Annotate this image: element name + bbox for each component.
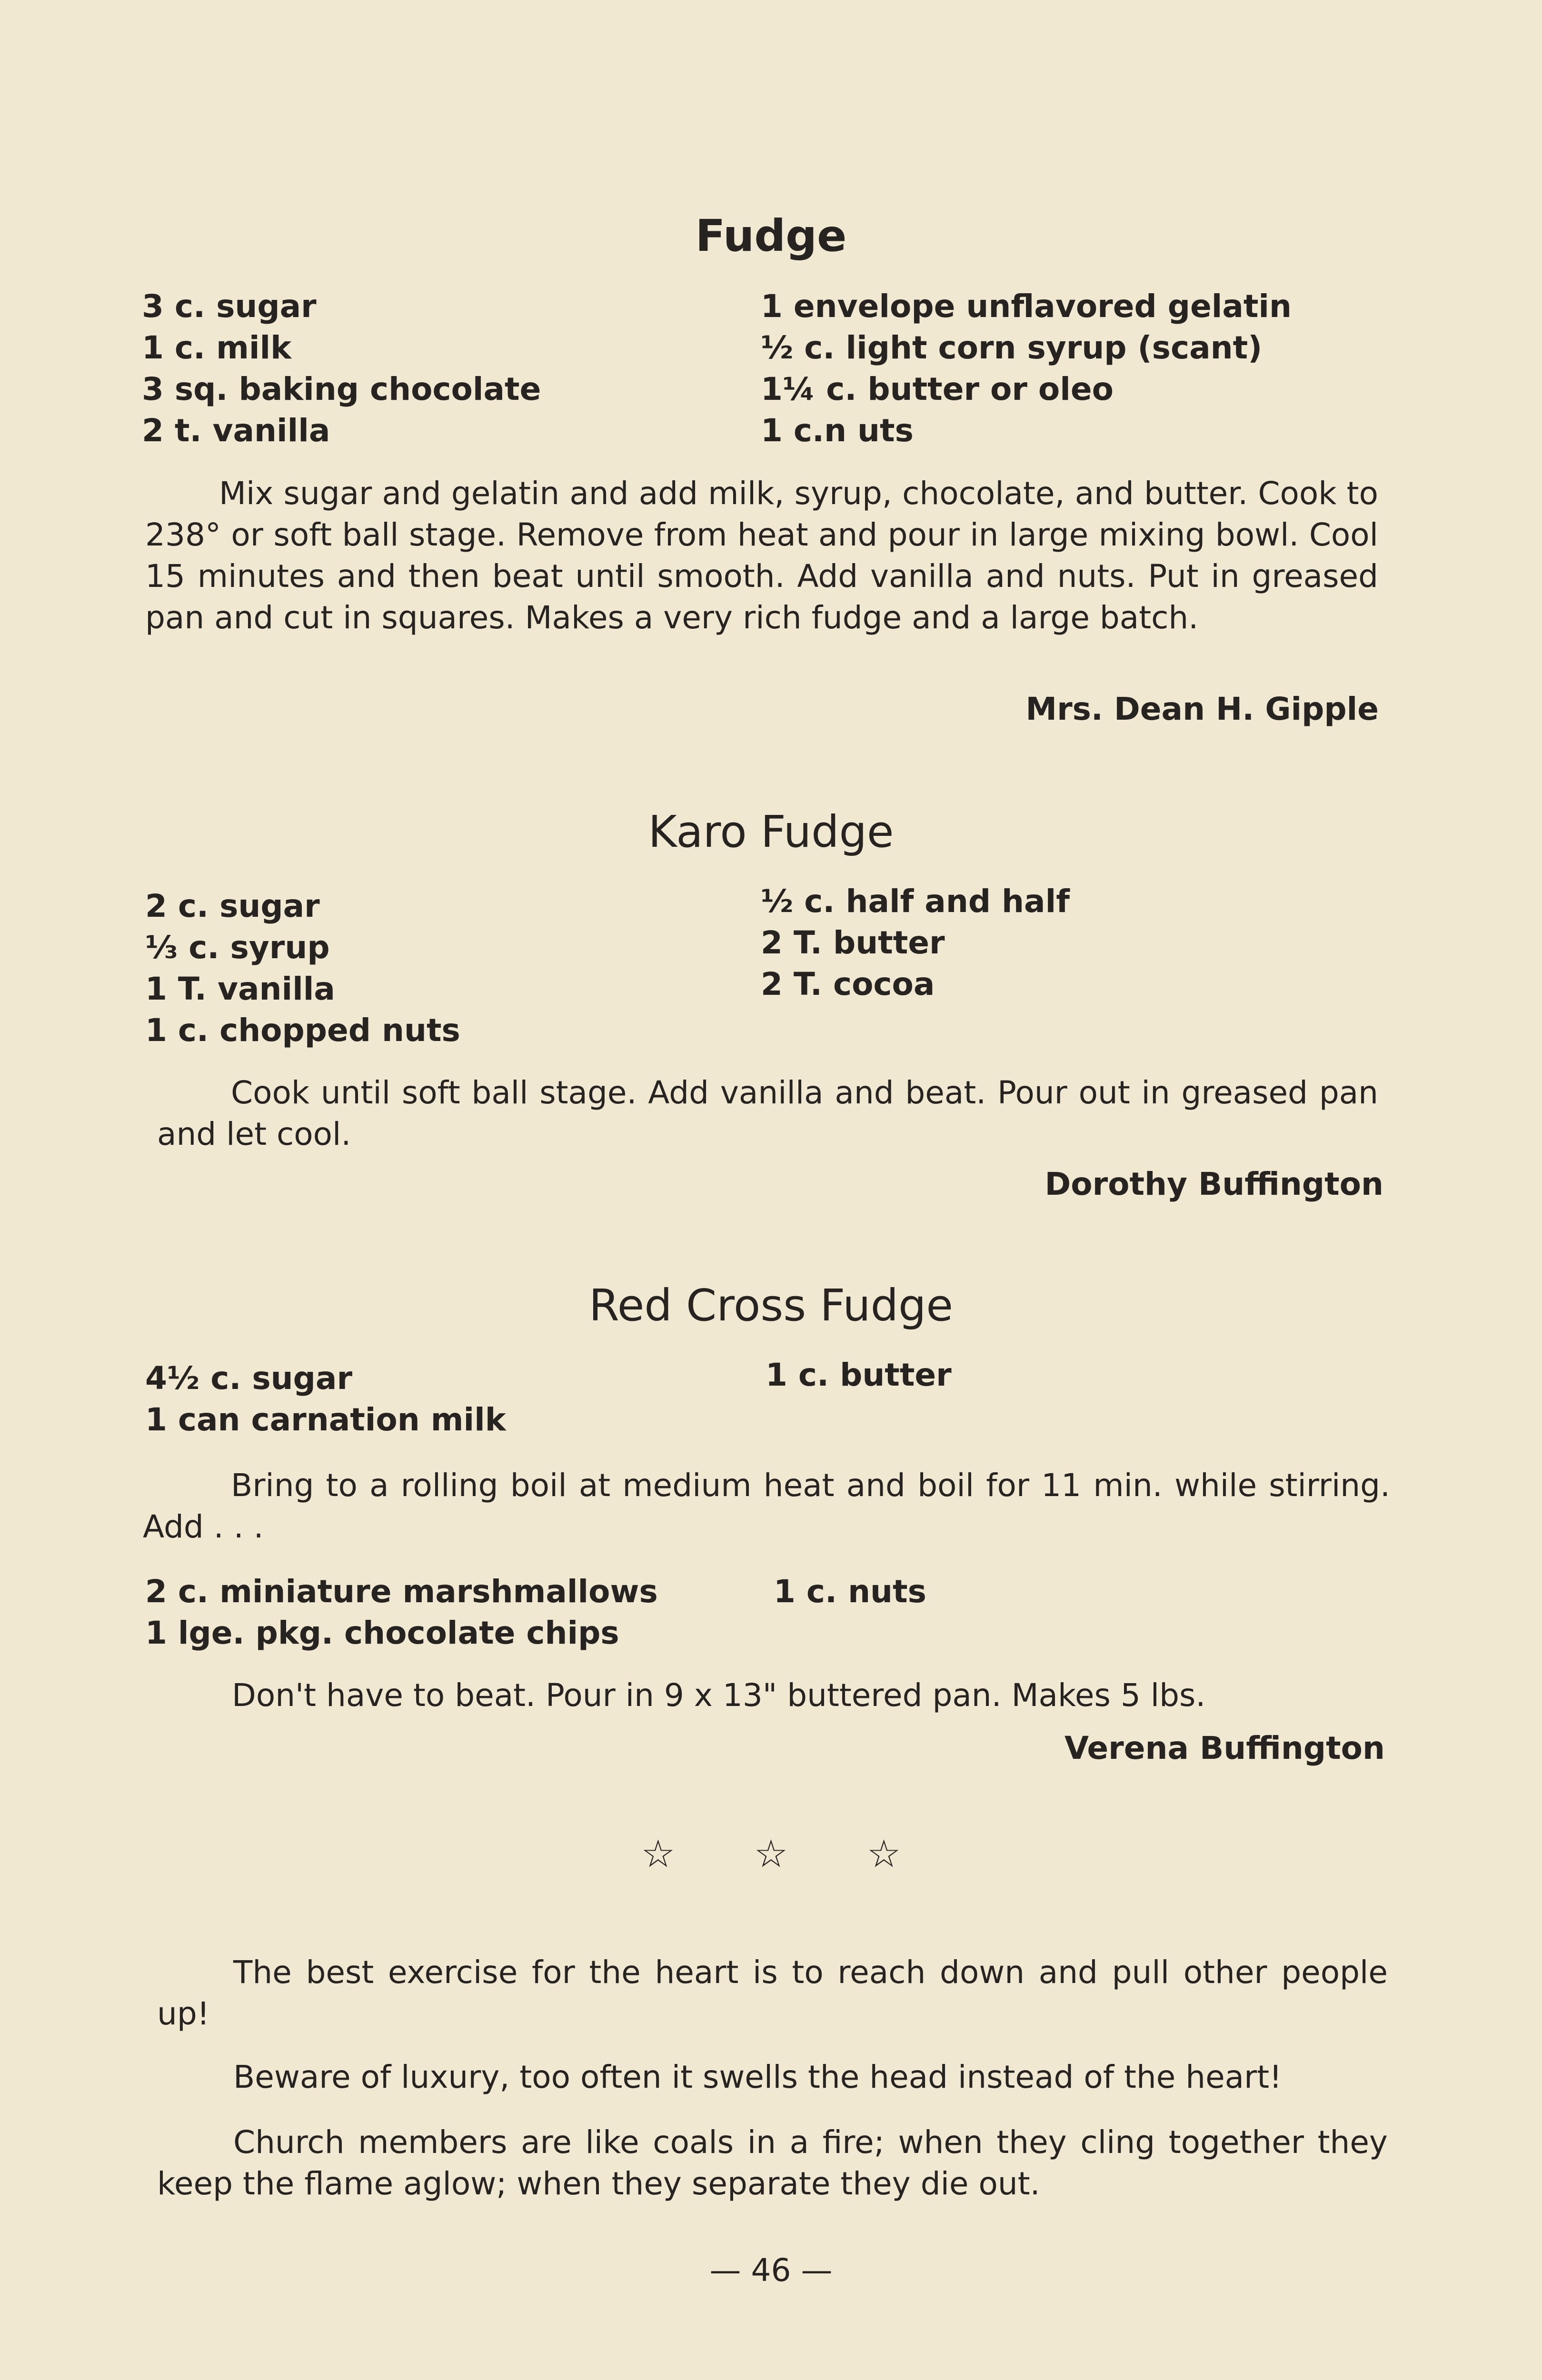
ingredient: 2 t. vanilla (142, 412, 330, 449)
ingredient: 1 c.n uts (761, 412, 914, 449)
ingredient: 1 T. vanilla (145, 971, 335, 1007)
fudge-directions: Mix sugar and gelatin and add milk, syrup, chocolate, and butter. Cook to 238° or soft ball stage. Remove from heat and pour in large mixing bowl. Cool 15 minutes and then beat until smooth. Add vanilla and nuts. Put in greased pan and cut in squares. Makes a very rich fudge and a large batch. (145, 475, 1378, 636)
fudge-ingredients-right (761, 286, 1292, 451)
ingredient: 3 sq. baking chocolate (142, 371, 541, 407)
ingredient: 1 can carnation milk (145, 1401, 506, 1438)
saying-3: Church members are like coals in a fire; when they cling together they keep the flame aglow; when they separate they die out. (157, 2124, 1388, 2202)
star-icon: ☆ (866, 1832, 901, 1876)
recipe-title-karo-fudge: Karo Fudge (648, 806, 894, 857)
ingredient: 1 envelope unflavored gelatin (761, 288, 1292, 325)
ingredient: 2 c. miniature marshmallows (145, 1573, 658, 1610)
ingredient: 2 T. cocoa (761, 966, 935, 1002)
saying-2: Beware of luxury, too often it swells the head instead of the heart! (233, 2059, 1282, 2095)
ingredient: 1 c. butter (766, 1357, 952, 1393)
ingredient: 1¼ c. butter or oleo (761, 371, 1114, 407)
page-number: — 46 — (709, 2252, 833, 2289)
redcross-directions: Bring to a rolling boil at medium heat and boil for 11 min. while stirring. Add . . . (143, 1467, 1390, 1545)
fudge-author: Mrs. Dean H. Gipple (1025, 691, 1379, 727)
karo-ingredients-right (761, 881, 1070, 1005)
karo-directions: Cook until soft ball stage. Add vanilla and beat. Pour out in greased pan and let cool. (157, 1074, 1378, 1152)
redcross-directions-2: Don't have to beat. Pour in 9 x 13" buttered pan. Makes 5 lbs. (232, 1677, 1206, 1714)
ingredient: ⅓ c. syrup (145, 929, 330, 966)
fudge-ingredients-left (142, 286, 541, 451)
karo-author: Dorothy Buffington (1045, 1166, 1383, 1202)
redcross-author: Verena Buffington (1064, 1730, 1385, 1766)
ingredient: 2 T. butter (761, 924, 945, 961)
karo-ingredients-left (145, 885, 460, 1051)
saying-1: The best exercise for the heart is to reach down and pull other people up! (157, 1954, 1388, 2032)
redcross-ingredients-left (145, 1358, 506, 1440)
ingredient: 2 c. sugar (145, 888, 320, 924)
star-icon: ☆ (754, 1832, 788, 1876)
ingredient: 4½ c. sugar (145, 1360, 352, 1397)
star-divider (0, 1832, 1542, 1876)
ingredient: ½ c. light corn syrup (scant) (761, 329, 1263, 366)
recipe-title-fudge: Fudge (695, 210, 847, 261)
ingredient: 1 c. chopped nuts (145, 1012, 460, 1049)
ingredient: 1 lge. pkg. chocolate chips (145, 1615, 619, 1651)
star-icon: ☆ (641, 1832, 676, 1876)
recipe-title-red-cross-fudge: Red Cross Fudge (588, 1280, 954, 1331)
redcross-ingredients2-left (145, 1571, 658, 1654)
ingredient: 1 c. nuts (774, 1573, 926, 1610)
redcross-ingredients2-right (774, 1571, 926, 1612)
redcross-ingredients-right (766, 1354, 952, 1396)
ingredient: ½ c. half and half (761, 883, 1070, 920)
ingredient: 1 c. milk (142, 329, 291, 366)
ingredient: 3 c. sugar (142, 288, 317, 325)
